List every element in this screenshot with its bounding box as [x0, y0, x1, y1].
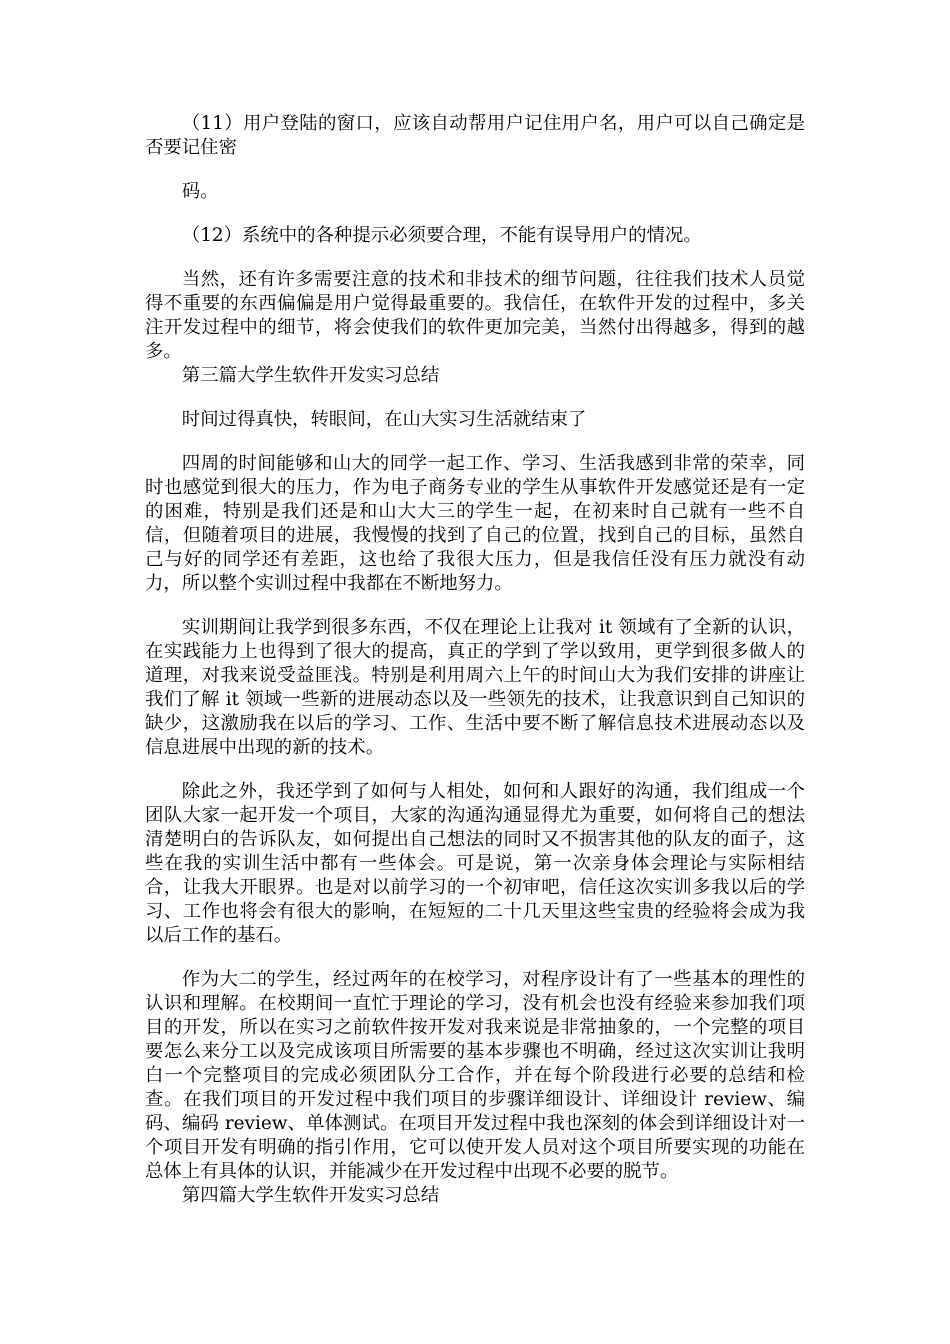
paragraph-item-11: （11）用户登陆的窗口，应该自动帮用户记住用户名，用户可以自己确定是否要记住密 — [145, 113, 805, 158]
paragraph-teamwork: 除此之外，我还学到了如何与人相处，如何和人跟好的沟通，我们组成一个团队大家一起开发一个项目，大家的沟通沟通显得尤为重要，如何将自己的想法清楚明白的告诉队友，如何提出自己想法的同时又不损害其他的队友的面子，这些在我的实训生活中都有一些体会。可是说，第一次亲身体会理论与实际相结合，让我大开眼界。也是对以前学习的一个初审吧，信任这次实训多我以后的学习、工作也将会有很大的影响，在短短的二十几天里这些宝贵的经验将会成为我以后工作的基石。 — [145, 781, 805, 946]
paragraph-item-11-continued: 码。 — [181, 181, 219, 202]
document-page — [145, 112, 805, 1208]
paragraph-time-passes: 时间过得真快，转眼间，在山大实习生活就结束了 — [181, 409, 587, 430]
paragraph-sophomore: 作为大二的学生，经过两年的在校学习，对程序设计有了一些基本的理性的认识和理解。在校期间一直忙于理论的学习，没有机会也没有经验来参加我们项目的开发，所以在实习之前软件按开发对我来说是非常抽象的，一个完整的项目要怎么来分工以及完成该项目所需要的基本步骤也不明确，经过这次实训让我明白一个完整项目的完成必须团队分工合作，并在每个阶段进行必要的总结和检查。在我们项目的开发过程中我们项目的步骤详细设计、详细设计 review、编码、编码 review、单体测试。在项目开发过程中我也深刻的体会到详细设计对一个项目开发有明确的指引作用，它可以使开发人员对这个项目所要实现的功能在总体上有具体的认识，并能减少在开发过程中出现不必要的脱节。 — [145, 969, 805, 1182]
section-heading-third: 第三篇大学生软件开发实习总结 — [181, 365, 440, 386]
section-heading-fourth: 第四篇大学生软件开发实习总结 — [181, 1185, 440, 1206]
paragraph-details-summary: 当然，还有许多需要注意的技术和非技术的细节问题，往往我们技术人员觉得不重要的东西偏偏是用户觉得最重要的。我信任，在软件开发的过程中，多关注开发过程中的细节，将会使我们的软件更加完美，当然付出得越多，得到的越多。 — [145, 269, 805, 362]
paragraph-training-learned: 实训期间让我学到很多东西，不仅在理论上让我对 it 领域有了全新的认识，在实践能力上也得到了很大的提高，真正的学到了学以致用，更学到很多做人的道理，对我来说受益匪浅。特别是利用周六上午的时间山大为我们安排的讲座让我们了解 it 领域一些新的进展动态以及一些领先的技术，让我意识到自己知识的缺少，这激励我在以后的学习、工作、生活中要不断了解信息技术进展动态以及信息进展中出现的新的技术。 — [145, 617, 805, 758]
paragraph-four-weeks: 四周的时间能够和山大的同学一起工作、学习、生活我感到非常的荣幸，同时也感觉到很大的压力，作为电子商务专业的学生从事软件开发感觉还是有一定的困难，特别是我们还是和山大大三的学生一起，在初来时自己就有一些不自信，但随着项目的进展，我慢慢的找到了自己的位置，找到自己的目标，虽然自己与好的同学还有差距，这也给了我很大压力，但是我信任没有压力就没有动力，所以整个实训过程中我都在不断地努力。 — [145, 453, 805, 594]
paragraph-item-12: （12）系统中的各种提示必须要合理，不能有误导用户的情况。 — [181, 225, 702, 246]
